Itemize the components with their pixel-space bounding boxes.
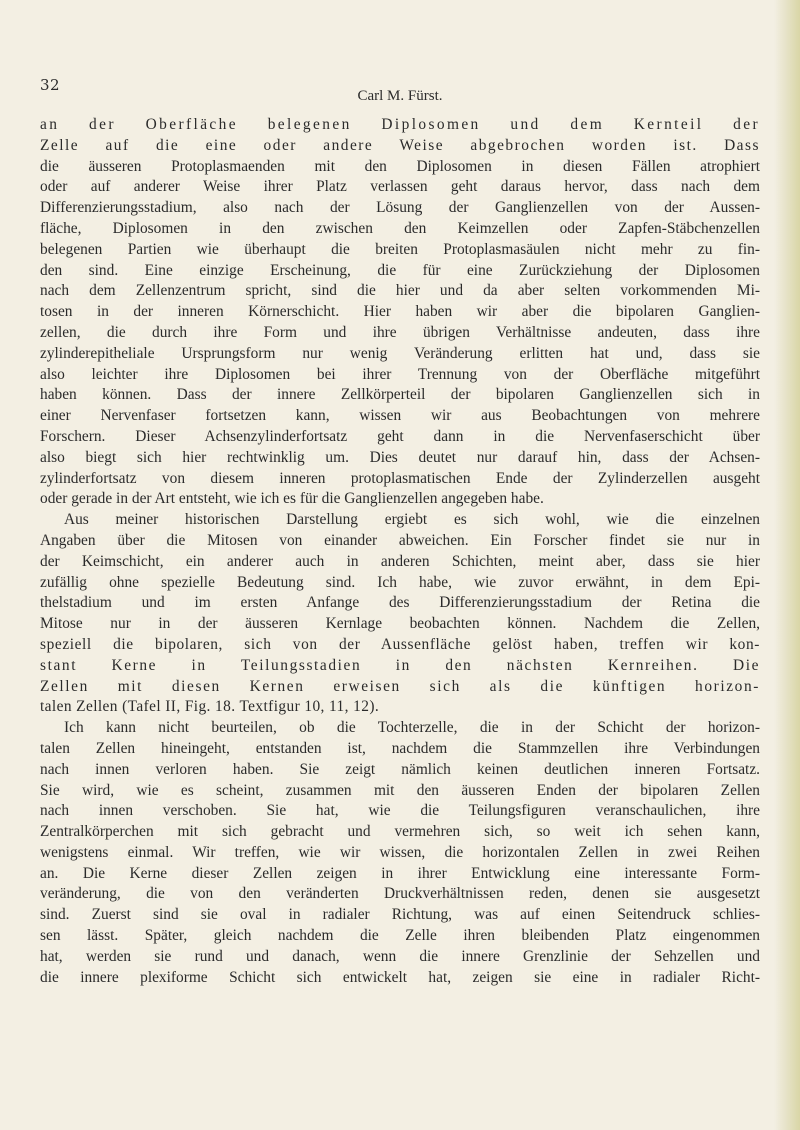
text-line: zellen, die durch ihre Form und ihre übrigen Verhältnisse andeuten, dass ihre xyxy=(40,323,760,341)
text-line: talen Zellen hineingeht, entstanden ist, nachdem die Stammzellen ihre Verbindungen xyxy=(40,739,760,757)
body-text xyxy=(40,115,760,988)
text-line: sen lässt. Später, gleich nachdem die Zelle ihren bleibenden Platz eingenommen xyxy=(40,927,760,945)
text-line: Angaben über die Mitosen von einander abweichen. Ein Forscher findet sie nur in xyxy=(40,531,760,549)
text-line: Forschern. Dieser Achsenzylinderfortsatz geht dann in die Nervenfaserschicht über xyxy=(40,427,760,445)
text-line: hat, werden sie rund und danach, wenn die innere Grenzlinie der Sehzellen und xyxy=(40,947,760,965)
text-line: zylinderepitheliale Ursprungsform nur wenig Veränderung erlitten hat und, dass sie xyxy=(40,344,760,362)
text-line: also biegt sich hier rechtwinklig um. Dies deutet nur darauf hin, dass der Achsen- xyxy=(40,448,760,466)
text-line: speziell die bipolaren, sich von der Aussenfläche gelöst haben, treffen wir kon- xyxy=(40,635,760,653)
text-line: an der Oberfläche belegenen Diplosomen und dem Kernteil der xyxy=(40,116,760,133)
text-line: zylinderfortsatz von diesem inneren protoplasmatischen Ende der Zylinderzellen ausgeht xyxy=(40,469,760,487)
text-line: Zentralkörperchen mit sich gebracht und vermehren sich, so weit ich sehen kann, xyxy=(40,823,760,841)
text-line: Ich kann nicht beurteilen, ob die Tochterzelle, die in der Schicht der horizon- xyxy=(64,719,760,737)
text-line: stant Kerne in Teilungsstadien in den nächsten Kernreihen. Die xyxy=(40,656,760,674)
text-line: nach dem Zellenzentrum spricht, sind die hier und da aber selten vorkommenden Mi- xyxy=(40,282,760,300)
text-line: Zellen mit diesen Kernen erweisen sich als die künftigen horizon- xyxy=(40,677,760,695)
running-head: Carl M. Fürst. xyxy=(357,88,443,104)
text-line: oder gerade in der Art entsteht, wie ich es für die Ganglienzellen angegeben habe. xyxy=(40,490,544,508)
text-line: haben können. Dass der innere Zellkörperteil der bipolaren Ganglienzellen sich in xyxy=(40,386,760,404)
text-line: belegenen Partien wie überhaupt die breiten Protoplasmasäulen nicht mehr zu fin- xyxy=(40,240,760,258)
text-line: veränderung, die von den veränderten Druckverhältnissen reden, denen sie ausgesetzt xyxy=(40,885,760,903)
text-line: Mitose nur in der äusseren Kernlage beobachten können. Nachdem die Zellen, xyxy=(40,615,760,633)
text-line: Zelle auf die eine oder andere Weise abgebrochen worden ist. Dass xyxy=(40,136,760,154)
page-number: 32 xyxy=(40,76,61,94)
text-line: fläche, Diplosomen in den zwischen den Keimzellen oder Zapfen-Stäbchenzellen xyxy=(40,219,760,237)
text-line: die äusseren Protoplasmaenden mit den Diplosomen in diesen Fällen atrophiert xyxy=(40,157,760,175)
text-line: zufällig ohne spezielle Bedeutung sind. Ich habe, wie zuvor erwähnt, in dem Epi- xyxy=(40,573,760,591)
text-line: der Keimschicht, ein anderer auch in anderen Schichten, meint aber, dass sie hier xyxy=(40,552,760,570)
text-line: die innere plexiforme Schicht sich entwickelt hat, zeigen sie eine in radialer Richt- xyxy=(40,968,760,986)
text-line: nach innen verschoben. Sie hat, wie die Teilungsfiguren veranschaulichen, ihre xyxy=(40,802,760,820)
text-line: Sie wird, wie es scheint, zusammen mit den äusseren Enden der bipolaren Zellen xyxy=(40,781,760,799)
text-line: also leichter ihre Diplosomen bei ihrer Trennung von der Oberfläche mitgeführt xyxy=(40,365,760,383)
page-edge-discoloration xyxy=(774,0,800,1130)
text-line: sind. Zuerst sind sie oval in radialer Richtung, was auf einen Seitendruck schlies- xyxy=(40,906,760,924)
text-line: wenigstens einmal. Wir treffen, wie wir wissen, die horizontalen Zellen in zwei Reihen xyxy=(40,843,760,861)
text-line: tosen in der inneren Körnerschicht. Hier haben wir aber die bipolaren Ganglien- xyxy=(40,303,760,321)
text-line: an. Die Kerne dieser Zellen zeigen in ihrer Entwicklung eine interessante Form- xyxy=(40,864,760,882)
text-line: thelstadium und im ersten Anfange des Differenzierungsstadium der Retina die xyxy=(40,594,760,612)
text-line: den sind. Eine einzige Erscheinung, die für eine Zurückziehung der Diplosomen xyxy=(40,261,760,279)
text-line: talen Zellen (Tafel II, Fig. 18. Textfigur 10, 11, 12). xyxy=(40,698,380,716)
text-line: einer Nervenfaser fortsetzen kann, wissen wir aus Beobachtungen von mehrere xyxy=(40,407,760,425)
text-line: nach innen verloren haben. Sie zeigt nämlich keinen deutlichen inneren Fortsatz. xyxy=(40,760,760,778)
text-line: Differenzierungsstadium, also nach der Lösung der Ganglienzellen von der Aussen- xyxy=(40,199,760,217)
text-line: Aus meiner historischen Darstellung ergiebt es sich wohl, wie die einzelnen xyxy=(64,511,760,529)
text-line: oder auf anderer Weise ihrer Platz verlassen geht daraus hervor, dass nach dem xyxy=(40,178,760,196)
